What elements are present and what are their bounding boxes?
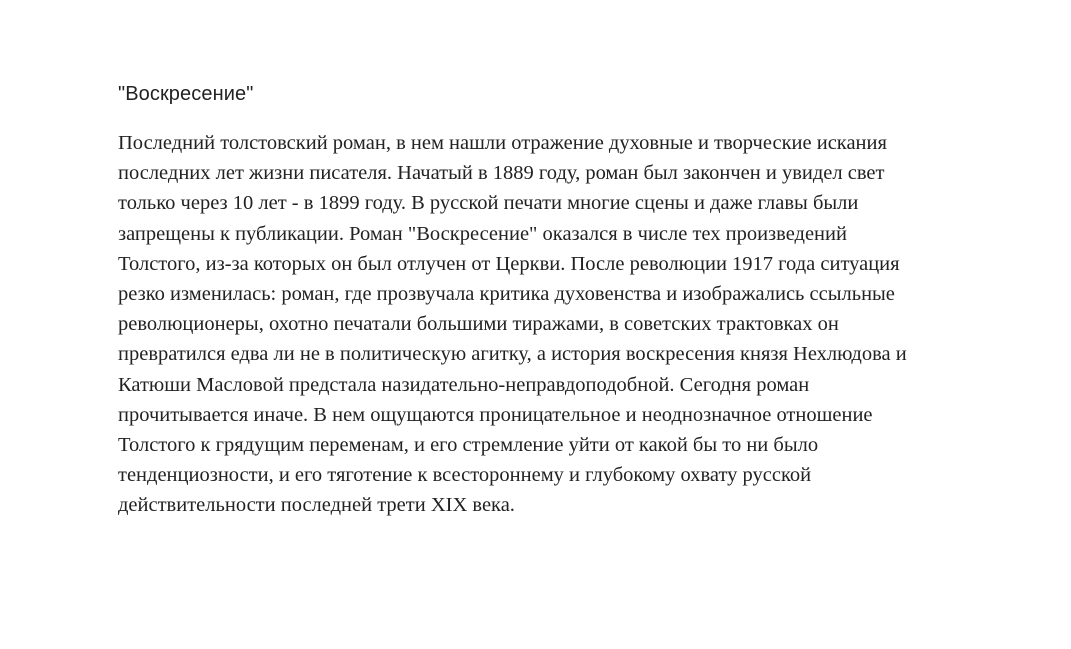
paragraph-line: только через 10 лет - в 1899 году. В русской печати многие сцены и даже главы были (118, 192, 859, 215)
paragraph-line: последних лет жизни писателя. Начатый в 1889 году, роман был закончен и увидел свет (118, 162, 885, 185)
paragraph-line: действительности последней трети XIX века. (118, 494, 515, 517)
paragraph-line: Катюши Масловой предстала назидательно-неправдоподобной. Сегодня роман (118, 373, 810, 396)
paragraph-line: превратился едва ли не в политическую агитку, а история воскресения князя Нехлюдова и (118, 343, 907, 366)
paragraph-line: Толстого, из-за которых он был отлучен от Церкви. После революции 1917 года ситуация (118, 252, 900, 275)
paragraph-line: резко изменилась: роман, где прозвучала критика духовенства и изображались ссыльные (118, 283, 895, 306)
paragraph-line: Последний толстовский роман, в нем нашли отражение духовные и творческие искания (118, 132, 887, 154)
document-paragraph (118, 128, 1018, 521)
paragraph-line: революционеры, охотно печатали большими тиражами, в советских трактовках он (118, 313, 839, 336)
paragraph-line: тенденциозности, и его тяготение к всестороннему и глубокому охвату русской (118, 464, 812, 487)
paragraph-line: запрещены к публикации. Роман "Воскресение" оказался в числе тех произведений (118, 222, 847, 245)
paragraph-line: прочитывается иначе. В нем ощущаются проницательное и неоднозначное отношение (118, 403, 873, 426)
document-page (118, 80, 1018, 521)
paragraph-line: Толстого к грядущим переменам, и его стремление уйти от какой бы то ни было (118, 434, 819, 457)
document-title: "Воскресение" (118, 83, 254, 105)
